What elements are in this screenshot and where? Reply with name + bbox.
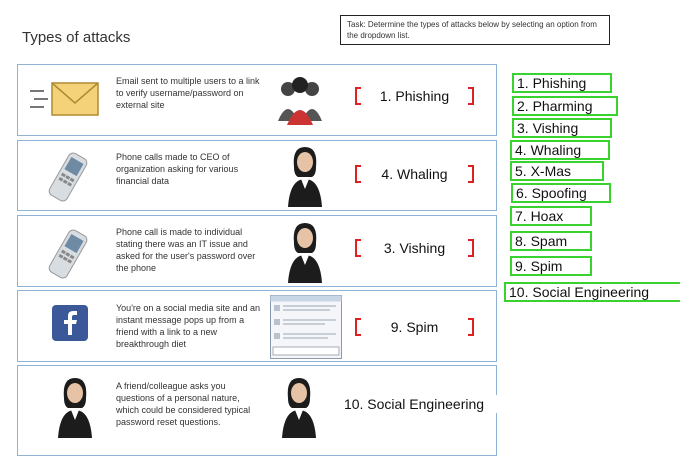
page-title: Types of attacks	[22, 29, 131, 46]
scenario-description: A friend/colleague asks you questions of a personal nature, which could be considered typical password reset questions.	[116, 381, 251, 427]
businesswoman-icon	[56, 376, 94, 438]
answer-dropdown-value: 4. Whaling	[381, 166, 448, 182]
option-phishing[interactable]: 1. Phishing	[512, 73, 612, 93]
answer-dropdown-4[interactable]	[355, 318, 474, 336]
scenario-description: Email sent to multiple users to a link to verify username/password on external site	[116, 76, 260, 110]
businesswoman-icon	[286, 145, 324, 207]
option-whaling[interactable]: 4. Whaling	[510, 140, 610, 160]
scenario-description: You're on a social media site and an instant message pops up from a friend with a link to a new breakthrough diet	[116, 303, 260, 349]
answer-dropdown-value: 9. Spim	[390, 319, 439, 335]
task-instructions: Task: Determine the types of attacks below by selecting an option from the dropdown list.	[340, 15, 610, 45]
answer-dropdown-3[interactable]	[355, 239, 474, 257]
businesswoman-icon	[286, 221, 324, 283]
mobile-phone-icon	[46, 226, 90, 282]
option-vishing[interactable]: 3. Vishing	[512, 118, 612, 138]
answer-dropdown-2[interactable]	[355, 165, 474, 183]
scenario-description: Phone calls made to CEO of organization asking for various financial data	[116, 152, 239, 186]
mobile-phone-icon	[46, 149, 90, 205]
answer-dropdown-value: 10. Social Engineering	[343, 396, 485, 412]
option-social-engineering[interactable]: 10. Social Engineering	[504, 282, 680, 302]
email-envelope-icon	[30, 77, 100, 121]
option-spam[interactable]: 8. Spam	[510, 231, 592, 251]
option-spoofing[interactable]: 6. Spoofing	[511, 183, 611, 203]
option-spim[interactable]: 9. Spim	[510, 256, 592, 276]
option-x-mas[interactable]: 5. X-Mas	[510, 161, 604, 181]
group-of-people-icon	[276, 73, 324, 127]
answer-dropdown-value: 3. Vishing	[383, 240, 446, 256]
businesswoman-icon	[280, 376, 318, 438]
option-pharming[interactable]: 2. Pharming	[512, 96, 618, 116]
answer-dropdown-value: 1. Phishing	[379, 88, 450, 104]
option-hoax[interactable]: 7. Hoax	[510, 206, 592, 226]
answer-dropdown-5[interactable]	[330, 395, 498, 413]
chat-window-screenshot	[270, 295, 342, 359]
facebook-logo-icon	[52, 305, 88, 341]
answer-dropdown-1[interactable]	[355, 87, 474, 105]
scenario-description: Phone call is made to individual stating there was an IT issue and asked for the user's password over the phone	[116, 227, 256, 273]
